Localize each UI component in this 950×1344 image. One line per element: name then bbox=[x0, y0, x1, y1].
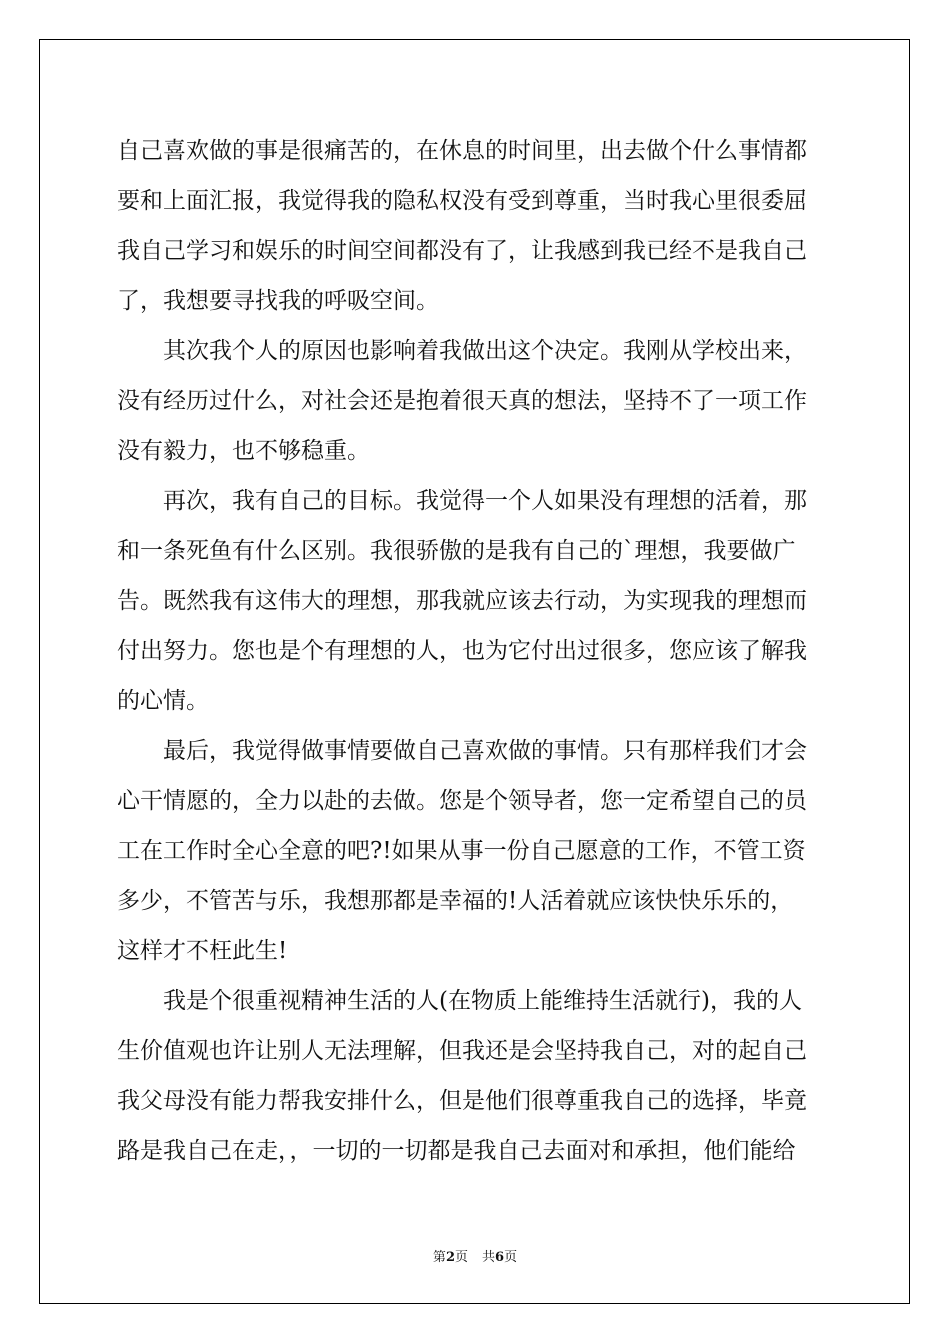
text-line: 没有毅力，也不够稳重。 bbox=[117, 438, 370, 464]
text-line: 要和上面汇报，我觉得我的隐私权没有受到尊重，当时我心里很委屈 bbox=[117, 188, 807, 214]
text-line: 再次，我有自己的目标。我觉得一个人如果没有理想的活着，那 bbox=[163, 488, 807, 514]
footer-total-prefix: 共 bbox=[482, 1250, 496, 1265]
footer-page-current: 2 bbox=[445, 1250, 455, 1265]
footer-page-unit: 页 bbox=[454, 1250, 468, 1265]
text-line: 最后，我觉得做事情要做自己喜欢做的事情。只有那样我们才会 bbox=[163, 738, 807, 764]
text-line: 其次我个人的原因也影响着我做出这个决定。我刚从学校出来， bbox=[163, 338, 807, 364]
text-line: 付出努力。您也是个有理想的人，也为它付出过很多，您应该了解我 bbox=[117, 638, 807, 664]
text-line: 了，我想要寻找我的呼吸空间。 bbox=[117, 288, 439, 314]
text-line: 这样才不枉此生! bbox=[117, 938, 288, 964]
text-line: 我父母没有能力帮我安排什么，但是他们很尊重我自己的选择，毕竟 bbox=[117, 1088, 807, 1114]
text-line: 多少，不管苦与乐，我想那都是幸福的!人活着就应该快快乐乐的， bbox=[117, 888, 794, 914]
footer-page-total: 6 bbox=[495, 1250, 505, 1265]
text-line: 我自己学习和娱乐的时间空间都没有了，让我感到我已经不是我自己 bbox=[117, 238, 807, 264]
text-line: 心干情愿的，全力以赴的去做。您是个领导者，您一定希望自己的员 bbox=[117, 788, 807, 814]
text-line: 和一条死鱼有什么区别。我很骄傲的是我有自己的`理想，我要做广 bbox=[117, 538, 796, 564]
text-line: 我是个很重视精神生活的人(在物质上能维持生活就行)，我的人 bbox=[163, 988, 802, 1014]
text-line: 告。既然我有这伟大的理想，那我就应该去行动，为实现我的理想而 bbox=[117, 588, 807, 614]
text-line: 工在工作时全心全意的吧?!如果从事一份自己愿意的工作，不管工资 bbox=[117, 838, 806, 864]
text-line: 路是我自己在走，，一切的一切都是我自己去面对和承担，他们能给 bbox=[117, 1138, 796, 1164]
text-line: 生价值观也许让别人无法理解，但我还是会坚持我自己，对的起自己 bbox=[117, 1038, 807, 1064]
text-line: 的心情。 bbox=[117, 688, 209, 714]
footer-total-unit: 页 bbox=[504, 1250, 518, 1265]
text-line: 没有经历过什么，对社会还是抱着很天真的想法，坚持不了一项工作 bbox=[117, 388, 807, 414]
footer-page-prefix: 第 bbox=[432, 1250, 446, 1265]
document-body bbox=[117, 126, 833, 1176]
text-line: 自己喜欢做的事是很痛苦的，在休息的时间里，出去做个什么事情都 bbox=[117, 138, 807, 164]
page-footer bbox=[0, 1246, 950, 1265]
